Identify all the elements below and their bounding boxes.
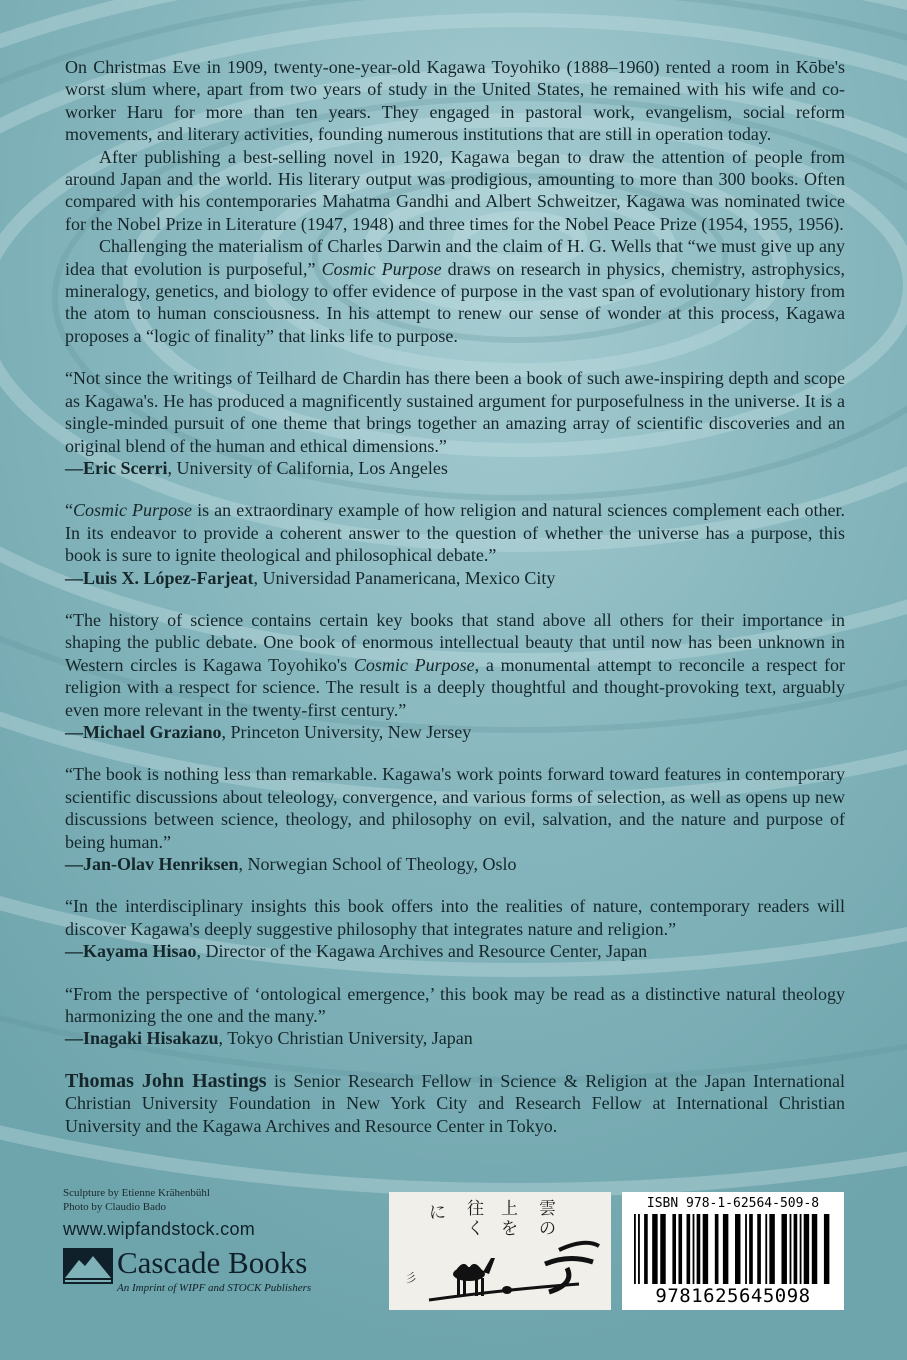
barcode-bar bbox=[715, 1214, 719, 1284]
sculpture-credit: Sculpture by Etienne Krähenbühl bbox=[63, 1187, 210, 1199]
calligraphy-char: の bbox=[539, 1219, 556, 1239]
photo-credit: Photo by Claudio Bado bbox=[63, 1201, 166, 1213]
barcode-bar bbox=[678, 1214, 682, 1284]
publisher-imprint: An Imprint of WIPF and STOCK Publishers bbox=[117, 1282, 312, 1294]
barcode-bar bbox=[697, 1214, 701, 1284]
back-cover-text bbox=[65, 56, 845, 1137]
barcode-bar bbox=[781, 1214, 786, 1284]
endorsement-attribution: —Kayama Hisao, Director of the Kagawa Archives and Resource Center, Japan bbox=[65, 941, 648, 962]
endorser-name: —Jan-Olav Henriksen bbox=[65, 854, 239, 874]
image-credits bbox=[63, 1186, 210, 1214]
barcode-bar bbox=[703, 1214, 708, 1284]
endorser-name: —Kayama Hisao bbox=[65, 941, 197, 962]
calligraphy-char: 往 bbox=[467, 1199, 484, 1219]
barcode-bar bbox=[638, 1214, 640, 1284]
endorser-name: —Eric Scerri bbox=[65, 457, 168, 478]
endorsement-quote: “From the perspective of ‘ontological emergence,’ this book may be read as a distinctive natural theology harmonizing the one and the many.” bbox=[65, 983, 845, 1027]
endorsement bbox=[65, 499, 845, 589]
endorsement-attribution: —Luis X. López-Farjeat, Universidad Panamericana, Mexico City bbox=[65, 567, 556, 588]
intro-paragraph-3: Challenging the materialism of Charles Darwin and the claim of H. G. Wells that “we must give up any idea that evolution is purposeful,” Cosmic Purpose draws on research in physics, chemistry, astrophysics, mineralogy, genetics, and biology to offer evidence of purpose in the vast span of evolutionary history from the atom to human consciousness. In his attempt to renew our sense of wonder at this process, Kagawa proposes a “logic of finality” that links life to purpose. bbox=[65, 236, 845, 346]
endorsement bbox=[65, 763, 845, 875]
barcode-bar bbox=[660, 1214, 665, 1284]
barcode-bar bbox=[687, 1214, 691, 1284]
endorser-name: —Inagaki Hisakazu bbox=[65, 1028, 219, 1049]
endorser-name: —Luis X. López-Farjeat bbox=[65, 567, 254, 588]
calligraphy-char: 上 bbox=[501, 1199, 518, 1219]
isbn-barcode bbox=[622, 1192, 844, 1310]
calligraphy-panel bbox=[389, 1192, 611, 1310]
barcode-bar bbox=[723, 1214, 728, 1284]
publisher-name: Cascade Books bbox=[117, 1245, 308, 1280]
barcode-bar bbox=[769, 1214, 774, 1284]
barcode-bar bbox=[824, 1214, 829, 1284]
endorsement bbox=[65, 609, 845, 743]
book-title: Cosmic Purpose bbox=[353, 654, 475, 675]
barcode-bar bbox=[749, 1214, 753, 1284]
barcode-bars bbox=[634, 1214, 832, 1284]
barcode-bar bbox=[634, 1214, 636, 1284]
author-bio: Thomas John Hastings is Senior Research Fellow in Science & Religion at the Japan International Christian University Foundation in New York City and Research Fellow at International Christian University and the Kagawa Archives and Resource Center in Tokyo. bbox=[65, 1069, 845, 1136]
isbn-digits: 9781625645098 bbox=[655, 1285, 811, 1307]
barcode-bar bbox=[644, 1214, 648, 1284]
publisher-website: www.wipfandstock.com bbox=[63, 1219, 256, 1239]
barcode-bar bbox=[790, 1214, 792, 1284]
endorsement-attribution: —Inagaki Hisakazu, Tokyo Christian University, Japan bbox=[65, 1028, 473, 1049]
barcode-bar bbox=[765, 1214, 767, 1284]
author-name: Thomas John Hastings bbox=[65, 1069, 267, 1092]
barcode-bar bbox=[812, 1214, 817, 1284]
endorsement-quote: “In the interdisciplinary insights this book offers into the realities of nature, contemporary readers will discover Kagawa's deeply suggestive philosophy that integrates nature and religion.” bbox=[65, 896, 845, 939]
book-title: Cosmic Purpose bbox=[73, 500, 193, 521]
endorsement bbox=[65, 367, 845, 479]
barcode-bar bbox=[735, 1214, 740, 1284]
calligraphy-drawing bbox=[389, 1192, 611, 1310]
barcode-bar bbox=[745, 1214, 747, 1284]
camel-icon bbox=[453, 1258, 495, 1296]
isbn-label: ISBN 978-1-62564-509-8 bbox=[646, 1196, 820, 1211]
barcode-bar bbox=[804, 1214, 809, 1284]
endorsement-quote: “The history of science contains certain key books that stand above all others for their importance in shaping the public debate. One book of enormous intellectual beauty that until now has been unknown in Western circles is Kagawa Toyohiko's Cosmic Purpose, a monumental attempt to reconcile a respect for religion with a respect for science. The result is a deeply thoughtful and thought-provoking text, arguably even more relevant in the twenty-first century.” bbox=[65, 609, 845, 720]
mountain-logo-icon bbox=[63, 1248, 113, 1284]
intro-paragraph-2: After publishing a best-selling novel in 1920, Kagawa began to draw the attention of people from around Japan and the world. His literary output was prodigious, amounting to more than 300 books. Often compared with his contemporaries Mahatma Gandhi and Albert Schweitzer, Kagawa was nominated twice for the Nobel Prize in Literature (1947, 1948) and three times for the Nobel Peace Prize (1954, 1955, 1956). bbox=[65, 146, 845, 234]
endorsement bbox=[65, 983, 845, 1050]
barcode-bar bbox=[672, 1214, 676, 1284]
endorsement-quote: “Cosmic Purpose is an extraordinary example of how religion and natural sciences complement each other. In its endeavor to provide a coherent answer to the question of whether the universe has a purpose, this book is sure to ignite theological and philosophical debate.” bbox=[65, 500, 845, 566]
endorsement-quote: “Not since the writings of Teilhard de Chardin has there been a book of such awe-inspiring depth and scope as Kagawa's. He has produced a magnificently sustained argument for purposefulness in the universe. It is a single-minded pursuit of one theme that brings together an amazing array of scientific discoveries and an original blend of the human and ethical dimensions.” bbox=[65, 368, 845, 456]
barcode-bar bbox=[800, 1214, 802, 1284]
barcode-bar bbox=[693, 1214, 695, 1284]
endorsement bbox=[65, 895, 845, 962]
endorsement-attribution: —Eric Scerri, University of California, Los Angeles bbox=[65, 457, 448, 478]
barcode-bar bbox=[794, 1214, 798, 1284]
endorser-name: —Michael Graziano bbox=[65, 721, 222, 742]
intro-paragraph-1: On Christmas Eve in 1909, twenty-one-year-old Kagawa Toyohiko (1888–1960) rented a room in Kōbe's worst slum where, apart from two years of study in the United States, he remained with his wife and co-worker Haru for more than ten years. They engaged in pastoral work, evangelism, social reform movements, and literary activities, founding numerous institutions that are still in operation today. bbox=[65, 57, 845, 145]
book-title: Cosmic Purpose bbox=[321, 258, 442, 279]
endorsement-attribution: —Jan-Olav Henriksen, Norwegian School of Theology, Oslo bbox=[65, 854, 517, 874]
endorsement-attribution: —Michael Graziano, Princeton University, New Jersey bbox=[65, 721, 472, 742]
endorsement-quote: “The book is nothing less than remarkable. Kagawa's work points forward toward features in contemporary scientific discussions about teleology, convergence, and various forms of selection, as well as opens up new discussions between science, theology, and philosophy on evil, salvation, and the nature and purpose of being human.” bbox=[65, 764, 845, 852]
barcode-bar bbox=[757, 1214, 761, 1284]
barcode-bar bbox=[652, 1214, 657, 1284]
calligraphy-char: を bbox=[501, 1219, 518, 1239]
calligraphy-char: に bbox=[429, 1203, 446, 1223]
calligraphy-char: く bbox=[467, 1219, 484, 1239]
calligraphy-seal: 彡 bbox=[405, 1271, 418, 1285]
calligraphy-char: 雲 bbox=[539, 1199, 556, 1219]
